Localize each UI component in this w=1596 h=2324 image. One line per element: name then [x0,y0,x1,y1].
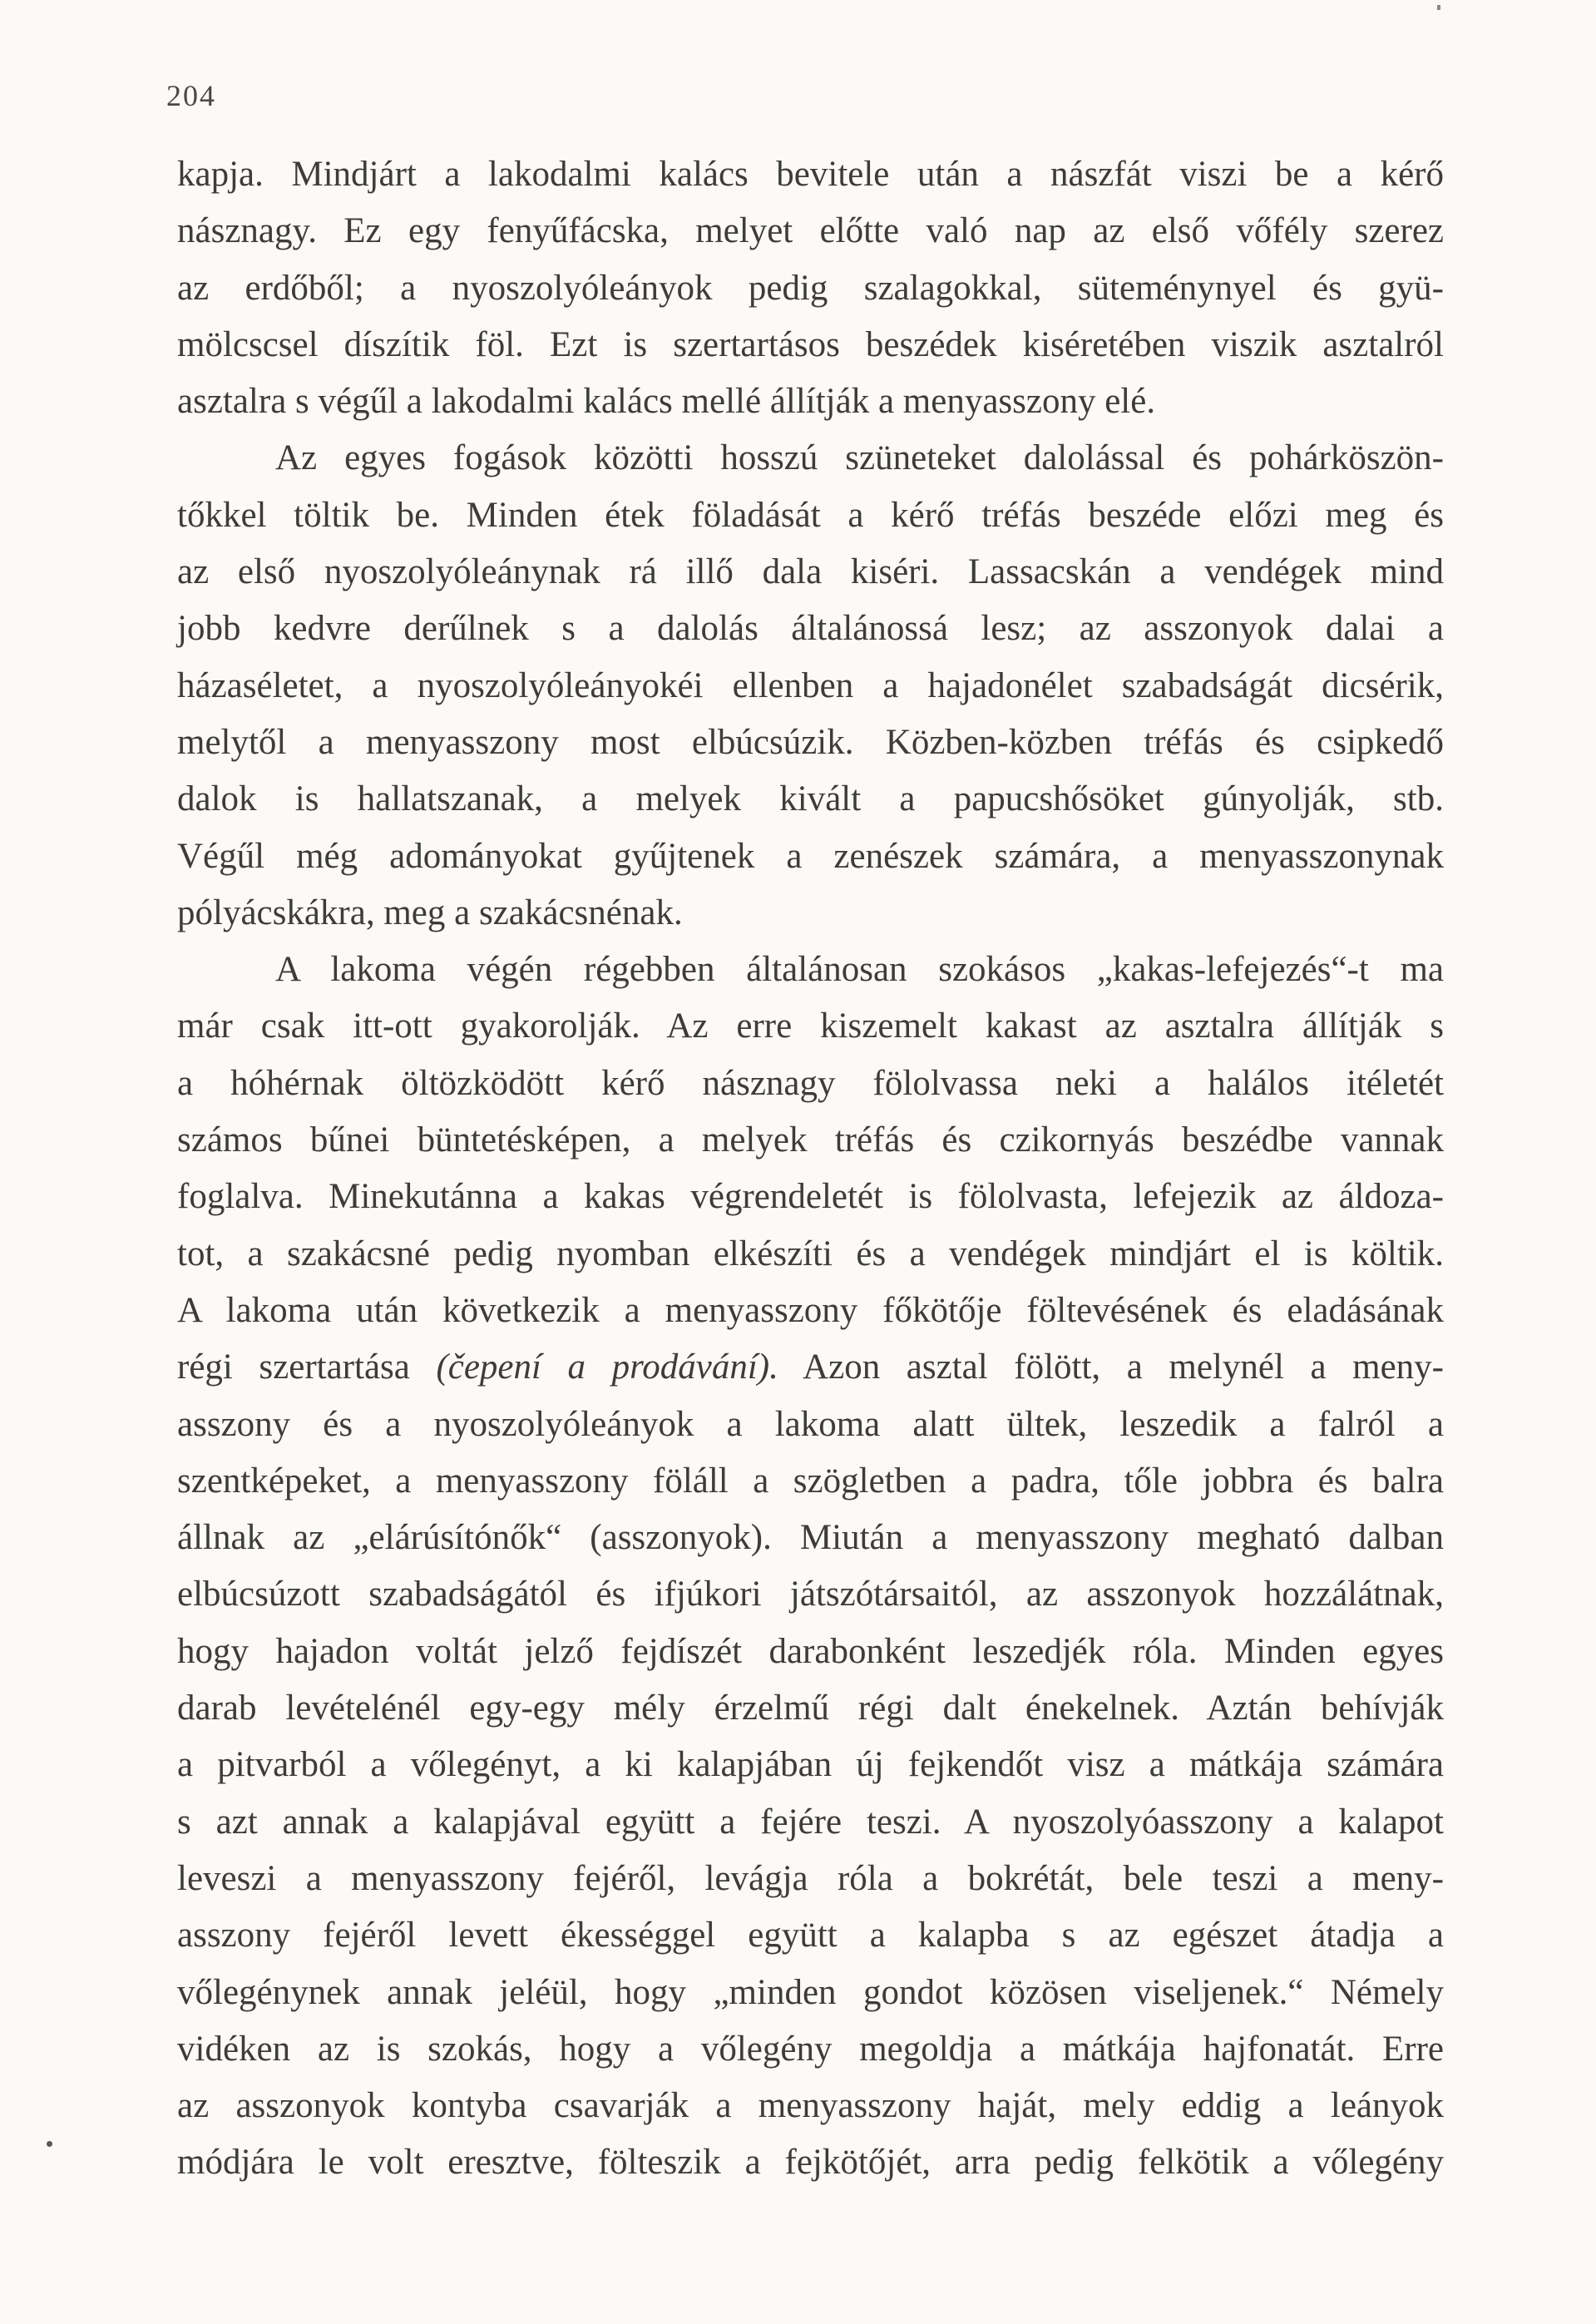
text-line: elbúcsúzott szabadságától és ifjúkori játszótársaitól, az asszonyok hozzálátnak, [177,1575,1444,1614]
text-line: tőkkel töltik be. Minden étek föladását a kérő tréfás beszéde előzi meg és [177,495,1444,535]
text-line: pólyácskákra, meg a szakácsnénak. [177,893,683,932]
text-line: az első nyoszolyóleánynak rá illő dala kiséri. Lassacskán a vendégek mind [177,552,1444,592]
text-line: vidéken az is szokás, hogy a vőlegény megoldja a mátkája hajfonatát. Erre [177,2029,1444,2069]
text-line: jobb kedvre derűlnek s a dalolás általánossá lesz; az asszonyok dalai a [177,609,1444,649]
italic-term: (čepení a prodávání). [436,1347,778,1387]
text-line: házaséletet, a nyoszolyóleányokéi ellenben a hajadonélet szabadságát dicsérik, [177,665,1444,705]
page-number: 204 [166,79,216,112]
text-segment: Azon asztal fölött, a melynél a meny- [803,1347,1445,1387]
text-line: az asszonyok kontyba csavarják a menyasszony haját, mely eddig a leányok [177,2086,1444,2126]
text-line: asszony fejéről levett ékességgel együtt a kalapba s az egészet átadja a [177,1916,1444,1956]
text-segment: régi szertartása [177,1347,410,1387]
text-line: melytől a menyasszony most elbúcsúzik. Közben-közben tréfás és csipkedő [177,722,1444,762]
text-line: tot, a szakácsné pedig nyomban elkészíti és a vendégek mindjárt el is költik. [177,1234,1444,1273]
text-line: asszony és a nyoszolyóleányok a lakoma alatt ültek, leszedik a falról a [177,1404,1444,1444]
text-line: darab levételénél egy-egy mély érzelmű régi dalt énekelnek. Aztán behívják [177,1689,1444,1728]
text-line: leveszi a menyasszony fejéről, levágja róla a bokrétát, bele teszi a meny- [177,1858,1444,1898]
text-line: szentképeket, a menyasszony föláll a szögletben a padra, tőle jobbra és balra [177,1461,1444,1501]
text-line-mixed [177,1339,1444,1396]
text-line: A lakoma után következik a menyasszony főkötője föltevésének és eladásának [177,1290,1444,1330]
text-line: már csak itt-ott gyakorolják. Az erre kiszemelt kakast az asztalra állítják s [177,1006,1444,1046]
text-line: násznagy. Ez egy fenyűfácska, melyet előtte való nap az első vőfély szerez [177,211,1444,251]
body-text [177,146,1444,2192]
scan-mark [1437,5,1440,10]
text-line: asztalra s végűl a lakodalmi kalács mellé állítják a menyasszony elé. [177,382,1156,422]
text-line: módjára le volt eresztve, fölteszik a fejkötőjét, arra pedig felkötik a vőlegény [177,2143,1444,2183]
text-line: kapja. Mindjárt a lakodalmi kalács bevitele után a nászfát viszi be a kérő [177,155,1444,194]
text-line: számos bűnei büntetésképen, a melyek tréfás és czikornyás beszédbe vannak [177,1120,1444,1160]
paragraph-start-line: Az egyes fogások közötti hosszú szüneteket dalolással és pohárköszön- [275,438,1444,478]
text-line: foglalva. Minekutánna a kakas végrendeletét is fölolvasta, lefejezik az áldoza- [177,1177,1444,1217]
text-line: az erdőből; a nyoszolyóleányok pedig szalagokkal, süteménynyel és gyü- [177,268,1444,308]
text-line: a pitvarból a vőlegényt, a ki kalapjában új fejkendőt visz a mátkája számára [177,1745,1444,1785]
text-line: a hóhérnak öltözködött kérő násznagy fölolvassa neki a halálos itéletét [177,1063,1444,1103]
paragraph-start-line: A lakoma végén régebben általánosan szokásos „kakas-lefejezés“-t ma [275,950,1444,990]
text-line: Végűl még adományokat gyűjtenek a zenészek számára, a menyasszonynak [177,836,1444,876]
text-line: hogy hajadon voltát jelző fejdíszét darabonként leszedjék róla. Minden egyes [177,1631,1444,1671]
text-line: vőlegénynek annak jeléül, hogy „minden gondot közösen viseljenek.“ Némely [177,1972,1444,2012]
text-line: állnak az „elárúsítónők“ (asszonyok). Miután a menyasszony megható dalban [177,1518,1444,1558]
text-line: dalok is hallatszanak, a melyek kivált a papucshősöket gúnyolják, stb. [177,779,1444,819]
text-line: s azt annak a kalapjával együtt a fejére teszi. A nyoszolyóasszony a kalapot [177,1802,1444,1842]
margin-dot [47,2141,52,2147]
text-line: mölcscsel díszítik föl. Ezt is szertartásos beszédek kiséretében viszik asztalról [177,324,1444,364]
